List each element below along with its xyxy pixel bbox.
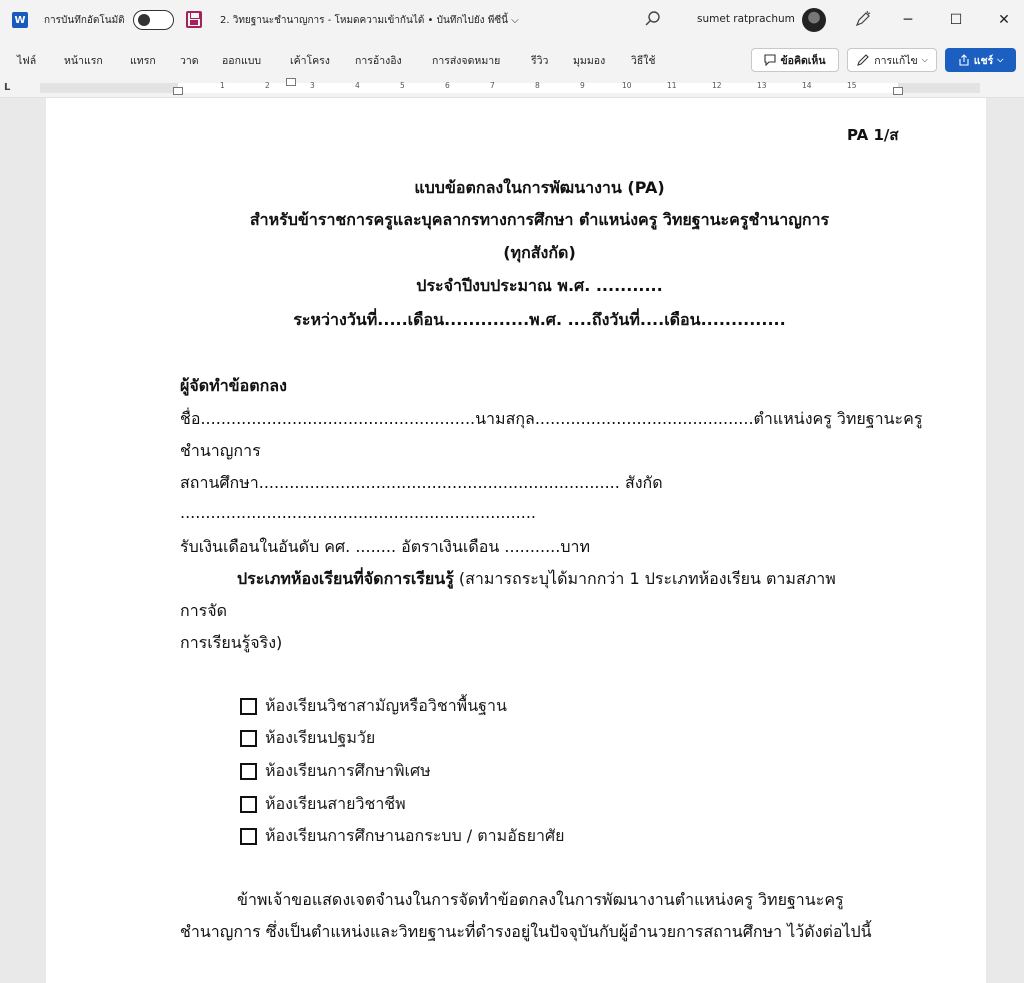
maximize-button[interactable]: ☐ xyxy=(949,12,963,28)
form-code: PA 1/ส xyxy=(847,126,899,144)
checkbox-row[interactable] xyxy=(240,759,431,784)
comment-icon xyxy=(764,54,776,66)
checkbox[interactable] xyxy=(240,730,257,747)
tab-review[interactable]: รีวิว xyxy=(531,55,549,67)
checkbox-label: ห้องเรียนวิชาสามัญหรือวิชาพื้นฐาน xyxy=(265,696,507,715)
checkbox-label: ห้องเรียนการศึกษานอกระบบ / ตามอัธยาศัย xyxy=(265,826,565,845)
name-line-continued: ชำนาญการ xyxy=(180,441,261,460)
classroom-note-cont-2: การเรียนรู้จริง) xyxy=(180,633,283,652)
doc-title-line-4: ประจำปีงบประมาณ พ.ศ. ........... xyxy=(416,276,663,295)
ruler-number: 3 xyxy=(310,81,315,90)
tab-layout[interactable]: เค้าโครง xyxy=(290,55,330,67)
tab-draw[interactable]: วาด xyxy=(180,55,199,67)
tab-help[interactable]: วิธีใช้ xyxy=(631,55,656,67)
tab-view[interactable]: มุมมอง xyxy=(573,55,606,67)
checkbox-row[interactable] xyxy=(240,694,507,719)
tab-mailings[interactable]: การส่งจดหมาย xyxy=(432,55,501,67)
toggle-knob xyxy=(138,14,150,26)
checkbox-label: ห้องเรียนสายวิชาชีพ xyxy=(265,794,406,813)
title-bar xyxy=(0,0,1024,40)
checkbox-label: ห้องเรียนปฐมวัย xyxy=(265,728,376,747)
classroom-note: (สามารถระบุได้มากกว่า 1 ประเภทห้องเรียน ตามสภาพ xyxy=(458,569,836,588)
checkbox-row[interactable] xyxy=(240,824,564,849)
word-app-icon[interactable]: W xyxy=(12,12,28,28)
ruler-number: 15 xyxy=(847,81,857,90)
left-indent-marker[interactable] xyxy=(173,87,183,95)
right-indent-marker[interactable] xyxy=(893,87,903,95)
ruler-number: 10 xyxy=(622,81,632,90)
checkbox[interactable] xyxy=(240,828,257,845)
user-name[interactable]: sumet ratprachum xyxy=(697,13,795,25)
checkbox-row[interactable] xyxy=(240,792,406,817)
doc-title-line-2: สำหรับข้าราชการครูและบุคลากรทางการศึกษา ตำแหน่งครู วิทยฐานะครูชำนาญการ xyxy=(249,210,830,229)
tab-file[interactable]: ไฟล์ xyxy=(17,55,37,67)
ruler-number: 9 xyxy=(580,81,585,90)
doc-title-line-5: ระหว่างวันที่.....เดือน..............พ.ศ. ....ถึงวันที่....เดือน.............. xyxy=(293,310,786,329)
classroom-note-cont: การจัด xyxy=(180,601,228,620)
classroom-heading: ประเภทห้องเรียนที่จัดการเรียนรู้ xyxy=(237,569,454,588)
checkbox[interactable] xyxy=(240,763,257,780)
classroom-line xyxy=(237,567,836,592)
doc-title-line-1: แบบข้อตกลงในการพัฒนางาน (PA) xyxy=(414,178,665,197)
minimize-button[interactable]: ─ xyxy=(903,12,913,28)
checkbox[interactable] xyxy=(240,698,257,715)
tab-stop-selector[interactable]: L xyxy=(4,82,11,93)
autosave-toggle[interactable] xyxy=(133,10,174,30)
checkbox-label: ห้องเรียนการศึกษาพิเศษ xyxy=(265,761,431,780)
editing-button[interactable] xyxy=(847,48,937,72)
intent-line-1: ข้าพเจ้าขอแสดงเจตจำนงในการจัดทำข้อตกลงในการพัฒนางานตำแหน่งครู วิทยฐานะครู xyxy=(237,890,844,909)
document-title[interactable]: 2. วิทยฐานะชำนาญการ - โหมดความเข้ากันได้ • บันทึกไปยัง พีซีนี้ ⌵ xyxy=(220,15,519,26)
doc-title-line-3: (ทุกสังกัด) xyxy=(503,243,576,262)
ruler-number: 11 xyxy=(667,81,677,90)
tab-home[interactable]: หน้าแรก xyxy=(64,55,103,67)
save-icon[interactable] xyxy=(186,11,202,28)
search-icon[interactable] xyxy=(644,10,662,28)
ruler-number: 8 xyxy=(535,81,540,90)
tab-insert[interactable]: แทรก xyxy=(130,55,156,67)
chevron-down-icon: ⌵ xyxy=(997,55,1004,64)
ruler-number: 1 xyxy=(220,81,225,90)
ruler-number: 14 xyxy=(802,81,812,90)
school-line: สถานศึกษา....................................................................... สังกัด xyxy=(180,473,663,492)
document-page[interactable] xyxy=(46,98,986,983)
tab-references[interactable]: การอ้างอิง xyxy=(355,55,402,67)
designer-pen-icon[interactable] xyxy=(854,10,872,28)
ruler-number: 12 xyxy=(712,81,722,90)
first-line-indent-marker[interactable] xyxy=(286,78,296,86)
dotted-line: ...................................................................... xyxy=(180,503,537,522)
ruler-number: 2 xyxy=(265,81,270,90)
ruler-number: 5 xyxy=(400,81,405,90)
editing-label: การแก้ไข xyxy=(874,54,918,67)
comments-button[interactable] xyxy=(751,48,839,72)
comments-label: ข้อคิดเห็น xyxy=(780,54,826,67)
intent-line-2: ชำนาญการ ซึ่งเป็นตำแหน่งและวิทยฐานะที่ดำรงอยู่ในปัจจุบันกับผู้อำนวยการสถานศึกษา ไว้ดังต่อไปนี้ xyxy=(180,922,872,941)
share-button[interactable] xyxy=(945,48,1016,72)
share-icon xyxy=(958,54,970,66)
pencil-icon xyxy=(856,53,870,67)
close-button[interactable]: ✕ xyxy=(998,12,1010,28)
ruler-number: 6 xyxy=(445,81,450,90)
share-label: แชร์ xyxy=(973,54,994,67)
ruler-number: 7 xyxy=(490,81,495,90)
ruler-number: 4 xyxy=(355,81,360,90)
checkbox[interactable] xyxy=(240,796,257,813)
section-heading: ผู้จัดทำข้อตกลง xyxy=(180,376,287,395)
chevron-down-icon: ⌵ xyxy=(921,55,928,64)
avatar[interactable] xyxy=(802,8,826,32)
checkbox-row[interactable] xyxy=(240,726,375,751)
name-line: ชื่อ......................................................นามสกุล...........................................ตำแหน่งครู วิทยฐานะครู xyxy=(180,409,923,428)
autosave-label: การบันทึกอัตโนมัติ xyxy=(44,15,125,26)
tab-design[interactable]: ออกแบบ xyxy=(222,55,262,67)
ruler-number: 13 xyxy=(757,81,767,90)
salary-line: รับเงินเดือนในอันดับ คศ. ........ อัตราเงินเดือน ...........บาท xyxy=(180,537,591,556)
